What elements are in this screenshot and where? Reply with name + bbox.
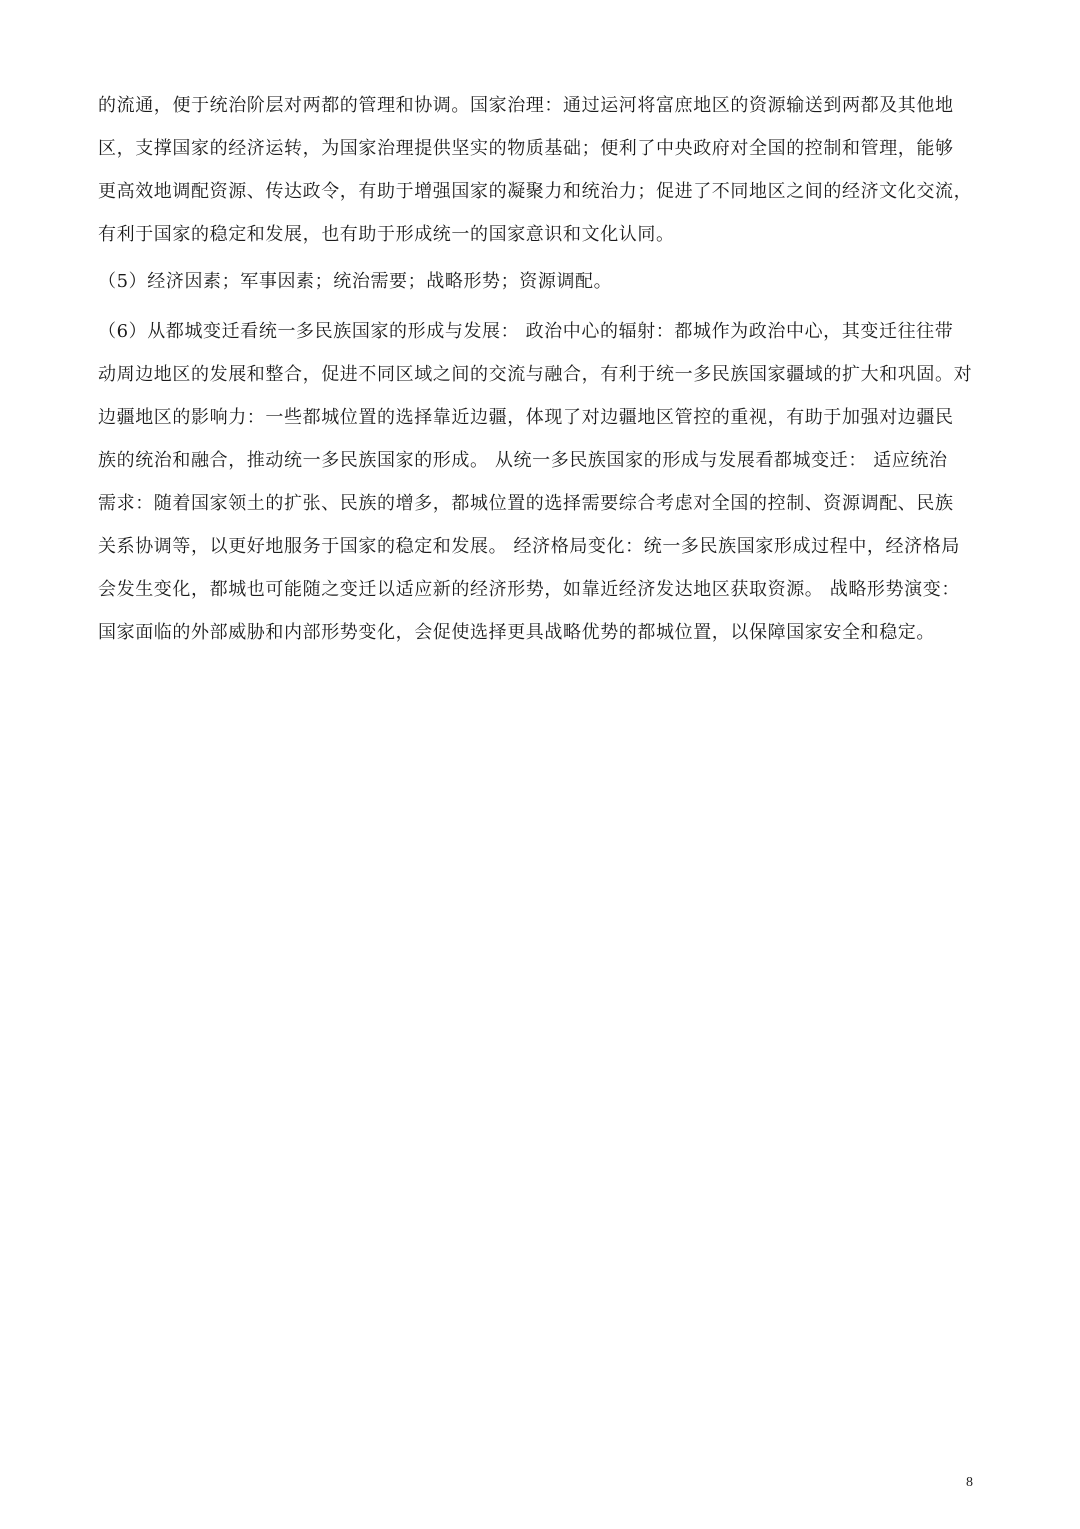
- paragraph-line: 会发生变化，都城也可能随之变迁以适应新的经济形势，如靠近经济发达地区获取资源。 战略形势演变：: [98, 579, 960, 600]
- paragraph-line: 需求：随着国家领土的扩张、民族的增多，都城位置的选择需要综合考虑对全国的控制、资源调配、民族: [98, 493, 954, 514]
- paragraph-line: 动周边地区的发展和整合，促进不同区域之间的交流与融合，有利于统一多民族国家疆域的扩大和巩固。对: [98, 364, 973, 385]
- paragraph-line: 的流通，便于统治阶层对两都的管理和协调。国家治理：通过运河将富庶地区的资源输送到两都及其他地: [98, 95, 954, 116]
- paragraph-line: 关系协调等，以更好地服务于国家的稳定和发展。 经济格局变化：统一多民族国家形成过程中，经济格局: [98, 536, 960, 557]
- answer-item-5: （5）经济因素；军事因素；统治需要；战略形势；资源调配。: [98, 271, 613, 292]
- paragraph-line: 区，支撑国家的经济运转，为国家治理提供坚实的物质基础；便利了中央政府对全国的控制和管理，能够: [98, 138, 954, 159]
- paragraph-line: 有利于国家的稳定和发展，也有助于形成统一的国家意识和文化认同。: [98, 224, 675, 245]
- answer-item-6: （6）从都城变迁看统一多民族国家的形成与发展： 政治中心的辐射：都城作为政治中心，其变迁往往带: [98, 321, 954, 342]
- page-number: 8: [966, 1475, 973, 1490]
- paragraph-line: 边疆地区的影响力：一些都城位置的选择靠近边疆，体现了对边疆地区管控的重视，有助于加强对边疆民: [98, 407, 954, 428]
- paragraph-line: 更高效地调配资源、传达政令，有助于增强国家的凝聚力和统治力；促进了不同地区之间的经济文化交流，: [98, 181, 973, 202]
- paragraph-line: 族的统治和融合，推动统一多民族国家的形成。 从统一多民族国家的形成与发展看都城变迁： 适应统治: [98, 450, 948, 471]
- paragraph-line: 国家面临的外部威胁和内部形势变化，会促使选择更具战略优势的都城位置，以保障国家安全和稳定。: [98, 622, 935, 643]
